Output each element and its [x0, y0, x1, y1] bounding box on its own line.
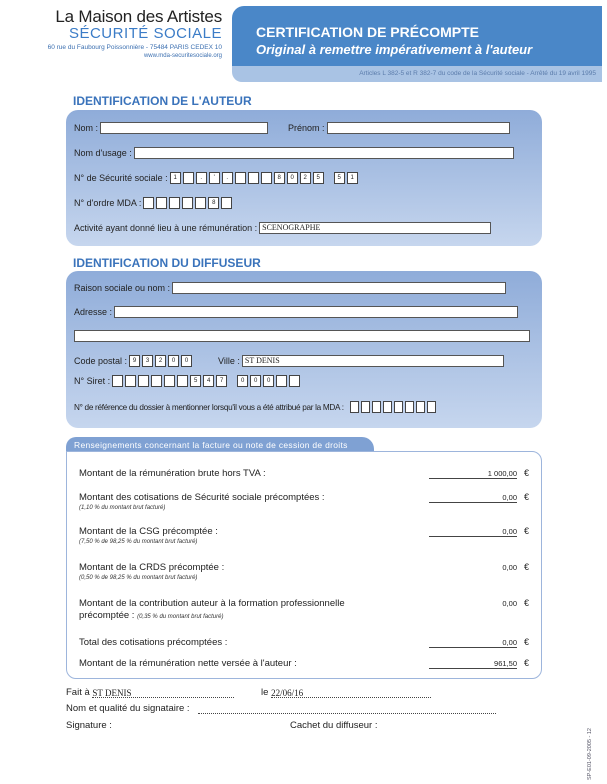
- euro-icon: €: [523, 526, 529, 536]
- raison-field[interactable]: [172, 282, 506, 294]
- siret-cell[interactable]: [164, 375, 175, 387]
- ref-cells[interactable]: [350, 401, 436, 413]
- secu-cell[interactable]: [261, 172, 272, 184]
- secu-cell[interactable]: .: [196, 172, 207, 184]
- siret-nic-cell[interactable]: [276, 375, 287, 387]
- line-total: [79, 637, 419, 649]
- line-label: Montant de la CSG précomptée :: [79, 526, 218, 537]
- ref-cell[interactable]: [350, 401, 359, 413]
- euro-icon: €: [523, 598, 529, 608]
- secu-cell[interactable]: ': [209, 172, 220, 184]
- signataire-row: [66, 703, 496, 714]
- adresse-field[interactable]: [114, 306, 518, 318]
- secu-cell[interactable]: 5: [313, 172, 324, 184]
- amount-brut[interactable]: [425, 468, 529, 479]
- siret-cells[interactable]: [112, 375, 300, 387]
- ref-row: [74, 401, 436, 413]
- line-csg: [79, 526, 419, 546]
- secu-cell[interactable]: [248, 172, 259, 184]
- ref-cell[interactable]: [383, 401, 392, 413]
- prenom-label: Prénom :: [288, 123, 325, 133]
- amount-total[interactable]: [425, 637, 529, 648]
- diffuseur-panel: [66, 271, 542, 428]
- cp-cell[interactable]: 2: [155, 355, 166, 367]
- line-net: [79, 658, 419, 670]
- fait-row: [66, 687, 431, 698]
- raison-label: Raison sociale ou nom :: [74, 283, 171, 293]
- cp-cell[interactable]: 0: [181, 355, 192, 367]
- section-title-diffuseur: IDENTIFICATION DU DIFFUSEUR: [73, 256, 261, 270]
- secu-cell[interactable]: [235, 172, 246, 184]
- euro-icon: €: [523, 658, 529, 668]
- line-brut: [79, 468, 419, 480]
- auteur-panel: [66, 110, 542, 246]
- ref-cell[interactable]: [405, 401, 414, 413]
- activite-field[interactable]: SCENOGRAPHE: [259, 222, 491, 234]
- adresse-label: Adresse :: [74, 307, 113, 317]
- amount-value[interactable]: 0,00: [429, 527, 517, 537]
- line-label: Montant des cotisations de Sécurité sociale précomptées :: [79, 492, 325, 503]
- secu-cell[interactable]: 1: [170, 172, 181, 184]
- signature-label: Signature :: [66, 720, 112, 731]
- amount-value[interactable]: 0,00: [502, 563, 517, 572]
- euro-icon: €: [523, 468, 529, 478]
- secu-cell[interactable]: 8: [274, 172, 285, 184]
- siret-cell[interactable]: [177, 375, 188, 387]
- amount-formation[interactable]: [425, 598, 529, 608]
- mda-cell[interactable]: [195, 197, 206, 209]
- brand-block: [0, 8, 222, 60]
- secu-key-cell[interactable]: 5: [334, 172, 345, 184]
- siret-nic-cell[interactable]: [289, 375, 300, 387]
- amount-csg[interactable]: [425, 526, 529, 537]
- secu-cell[interactable]: 2: [300, 172, 311, 184]
- line-label: Montant de la rémunération nette versée à l'auteur :: [79, 658, 297, 669]
- secu-key-cell[interactable]: 1: [347, 172, 358, 184]
- form-code: SP-E01-09-2005 - 12: [587, 728, 593, 780]
- amount-value[interactable]: 1 000,00: [429, 469, 517, 479]
- document-title: CERTIFICATION DE PRÉCOMPTE: [256, 24, 479, 40]
- amount-value[interactable]: 0,00: [429, 638, 517, 648]
- nom-row: [74, 122, 510, 134]
- mda-cell[interactable]: [221, 197, 232, 209]
- mda-label: N° d'ordre MDA :: [74, 198, 142, 208]
- nom-field[interactable]: [100, 122, 268, 134]
- cachet-label: Cachet du diffuseur :: [290, 720, 378, 731]
- signataire-field[interactable]: [198, 704, 496, 714]
- line-note: (1,10 % du montant brut facturé): [79, 505, 166, 511]
- legal-reference: Articles L 382-5 et R 382-7 du code de la Sécurité sociale - Arrêté du 19 avril 1995: [359, 70, 596, 77]
- amount-value[interactable]: 0,00: [502, 599, 517, 608]
- org-subtitle: SÉCURITÉ SOCIALE: [68, 25, 222, 42]
- nom-usage-row: [74, 147, 514, 159]
- cp-cell[interactable]: 3: [142, 355, 153, 367]
- ville-field[interactable]: ST DENIS: [242, 355, 504, 367]
- siret-row: [74, 375, 300, 387]
- cp-ville-row: [74, 355, 504, 367]
- line-secu: [79, 492, 419, 512]
- cp-cell[interactable]: 0: [168, 355, 179, 367]
- org-website[interactable]: www.mda-securitesociale.org: [143, 53, 222, 59]
- siret-nic-cell[interactable]: 0: [263, 375, 274, 387]
- cachet-row: [290, 720, 378, 731]
- mda-cell[interactable]: [156, 197, 167, 209]
- line-note: (7,50 % de 98,25 % du montant brut facturé): [79, 539, 198, 545]
- amount-net[interactable]: [425, 658, 529, 669]
- cp-cell[interactable]: 9: [129, 355, 140, 367]
- ref-label: N° de référence du dossier à mentionner lorsqu'il vous a été attribué par la MDA :: [74, 402, 344, 412]
- line-note: (0,35 % du montant brut facturé): [137, 614, 224, 620]
- siret-cell[interactable]: [138, 375, 149, 387]
- siret-cell[interactable]: [112, 375, 123, 387]
- ref-cell[interactable]: [394, 401, 403, 413]
- date-field[interactable]: 22/06/16: [271, 688, 431, 698]
- mda-cell[interactable]: 8: [208, 197, 219, 209]
- org-address: 60 rue du Faubourg Poissonnière - 75484 PARIS CEDEX 10: [47, 44, 222, 51]
- secu-number-cells[interactable]: [170, 172, 358, 184]
- cp-label: Code postal :: [74, 356, 128, 366]
- siret-nic-cell[interactable]: 0: [237, 375, 248, 387]
- ref-cell[interactable]: [427, 401, 436, 413]
- adresse-row: [74, 306, 518, 318]
- fait-field[interactable]: ST DENIS: [92, 688, 234, 698]
- euro-icon: €: [523, 562, 529, 572]
- adresse-line2-field[interactable]: [74, 330, 530, 342]
- line-label: Montant de la rémunération brute hors TVA :: [79, 468, 266, 479]
- secu-row: [74, 172, 358, 184]
- renseignements-panel: [66, 451, 542, 679]
- amount-value[interactable]: 0,00: [429, 493, 517, 503]
- ref-cell[interactable]: [361, 401, 370, 413]
- amount-value[interactable]: 961,50: [429, 659, 517, 669]
- siret-cell[interactable]: [151, 375, 162, 387]
- ref-cell[interactable]: [372, 401, 381, 413]
- line-label: Montant de la CRDS précomptée :: [79, 562, 225, 573]
- le-label: le: [261, 687, 269, 698]
- amount-crds[interactable]: [425, 562, 529, 572]
- nom-usage-field[interactable]: [134, 147, 514, 159]
- adresse2-row: [74, 330, 530, 342]
- raison-row: [74, 282, 506, 294]
- mda-row: [74, 197, 232, 209]
- nom-label: Nom :: [74, 123, 99, 133]
- secu-cell[interactable]: .: [222, 172, 233, 184]
- signataire-label: Nom et qualité du signataire :: [66, 703, 190, 714]
- siret-cell[interactable]: 7: [216, 375, 227, 387]
- line-label-cont: [79, 610, 439, 622]
- mda-cell[interactable]: [182, 197, 193, 209]
- activite-row: [74, 222, 491, 234]
- amount-secu[interactable]: [425, 492, 529, 503]
- document-subtitle: Original à remettre impérativement à l'auteur: [256, 42, 533, 57]
- cp-cells[interactable]: [129, 355, 192, 367]
- line-label-2: précomptée :: [79, 610, 135, 621]
- line-formation: [79, 598, 439, 622]
- title-banner: [232, 6, 602, 84]
- org-name: La Maison des Artistes: [55, 7, 222, 26]
- secu-cell[interactable]: 0: [287, 172, 298, 184]
- mda-cell[interactable]: [143, 197, 154, 209]
- siret-label: N° Siret :: [74, 376, 111, 386]
- siret-cell[interactable]: [125, 375, 136, 387]
- activite-label: Activité ayant donné lieu à une rémunération :: [74, 223, 258, 233]
- secu-label: N° de Sécurité sociale :: [74, 173, 168, 183]
- siret-nic-cell[interactable]: 0: [250, 375, 261, 387]
- mda-number-cells[interactable]: [143, 197, 232, 209]
- line-crds: [79, 562, 419, 582]
- euro-icon: €: [523, 492, 529, 502]
- siret-cell[interactable]: 4: [203, 375, 214, 387]
- line-label: Montant de la contribution auteur à la formation professionnelle: [79, 598, 345, 609]
- secu-cell[interactable]: [183, 172, 194, 184]
- fait-label: Fait à: [66, 687, 90, 698]
- line-note: (0,50 % de 98,25 % du montant brut facturé): [79, 575, 198, 581]
- mda-cell[interactable]: [169, 197, 180, 209]
- prenom-field[interactable]: [327, 122, 510, 134]
- signature-row: [66, 720, 112, 731]
- nom-usage-label: Nom d'usage :: [74, 148, 132, 158]
- line-label: Total des cotisations précomptées :: [79, 637, 228, 648]
- renseignements-title: Renseignements concernant la facture ou note de cession de droits: [74, 440, 348, 450]
- ref-cell[interactable]: [416, 401, 425, 413]
- euro-icon: €: [523, 637, 529, 647]
- ville-label: Ville :: [218, 356, 240, 366]
- section-title-auteur: IDENTIFICATION DE L'AUTEUR: [73, 94, 252, 108]
- siret-cell[interactable]: 5: [190, 375, 201, 387]
